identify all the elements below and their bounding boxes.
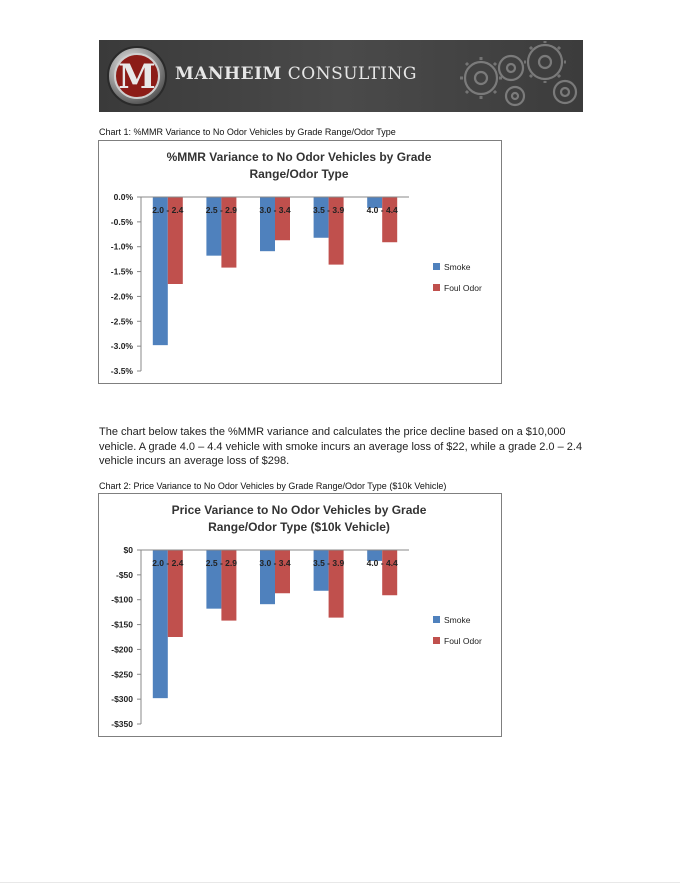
y-tick-label: -2.5% — [110, 316, 133, 327]
chart-title-line: %MMR Variance to No Odor Vehicles by Grade — [166, 150, 432, 164]
y-tick-label: -$250 — [111, 669, 133, 680]
y-tick-label: -$50 — [115, 569, 133, 580]
legend-swatch — [433, 616, 440, 623]
category-label: 4.0 - 4.4 — [366, 558, 398, 568]
chart2 — [98, 493, 502, 737]
y-tick-label: 0.0% — [113, 192, 133, 202]
body-paragraph: The chart below takes the %MMR variance and calculates the price decline based on a $10,000 vehicle. A grade 4.0 – 4.4 vehicle with smoke incurs an average loss of $22, while a grade 2.0 – 2.4 vehicle incurs an average loss of $298. — [99, 426, 583, 467]
chart1 — [98, 140, 502, 384]
brand-bold: MANHEIM — [175, 64, 282, 84]
y-tick-label: $0 — [123, 545, 133, 555]
y-tick-label: -3.0% — [110, 341, 133, 352]
category-label: 2.0 - 2.4 — [152, 558, 184, 568]
category-label: 2.0 - 2.4 — [152, 205, 184, 215]
bar-smoke — [153, 197, 168, 345]
y-tick-label: -0.5% — [110, 216, 133, 227]
y-tick-label: -$100 — [111, 594, 133, 605]
legend-label: Foul Odor — [444, 636, 482, 646]
y-tick-label: -$350 — [111, 719, 133, 729]
manheim-logo-icon — [105, 44, 169, 108]
category-label: 3.5 - 3.9 — [313, 558, 345, 568]
bar-smoke — [314, 550, 329, 591]
y-tick-label: -$150 — [111, 619, 133, 630]
page-divider — [0, 882, 680, 883]
legend-label: Smoke — [444, 615, 471, 625]
bar-smoke — [314, 197, 329, 238]
gears-icon — [453, 40, 583, 112]
chart2-svg — [99, 494, 501, 736]
category-label: 3.5 - 3.9 — [313, 205, 345, 215]
bar-foul-odor — [382, 550, 397, 595]
y-tick-label: -2.0% — [110, 291, 133, 302]
logo-letter: M — [118, 57, 156, 97]
brand-rest: CONSULTING — [287, 64, 417, 84]
legend-swatch — [433, 263, 440, 270]
y-tick-label: -$300 — [111, 694, 133, 705]
bar-foul-odor — [275, 197, 290, 240]
chart1-caption: Chart 1: %MMR Variance to No Odor Vehicles by Grade Range/Odor Type — [99, 127, 396, 137]
brand-name — [175, 64, 417, 84]
category-label: 3.0 - 3.4 — [259, 205, 291, 215]
category-label: 2.5 - 2.9 — [205, 558, 237, 568]
legend-swatch — [433, 284, 440, 291]
y-tick-label: -1.5% — [110, 266, 133, 277]
chart-title-line: Range/Odor Type — [249, 167, 349, 181]
category-label: 2.5 - 2.9 — [205, 205, 237, 215]
bar-foul-odor — [382, 197, 397, 242]
bar-foul-odor — [275, 550, 290, 593]
y-tick-label: -3.5% — [110, 366, 133, 376]
y-tick-label: -1.0% — [110, 241, 133, 252]
bar-smoke — [153, 550, 168, 698]
chart2-caption: Chart 2: Price Variance to No Odor Vehicles by Grade Range/Odor Type ($10k Vehicle) — [99, 481, 447, 491]
category-label: 4.0 - 4.4 — [366, 205, 398, 215]
chart-title-line: Price Variance to No Odor Vehicles by Grade — [171, 503, 427, 517]
header-banner — [99, 40, 583, 112]
legend-label: Foul Odor — [444, 283, 482, 293]
legend-swatch — [433, 637, 440, 644]
y-tick-label: -$200 — [111, 644, 133, 655]
chart1-svg — [99, 141, 501, 383]
chart-title-line: Range/Odor Type ($10k Vehicle) — [208, 520, 390, 534]
legend-label: Smoke — [444, 262, 471, 272]
category-label: 3.0 - 3.4 — [259, 558, 291, 568]
